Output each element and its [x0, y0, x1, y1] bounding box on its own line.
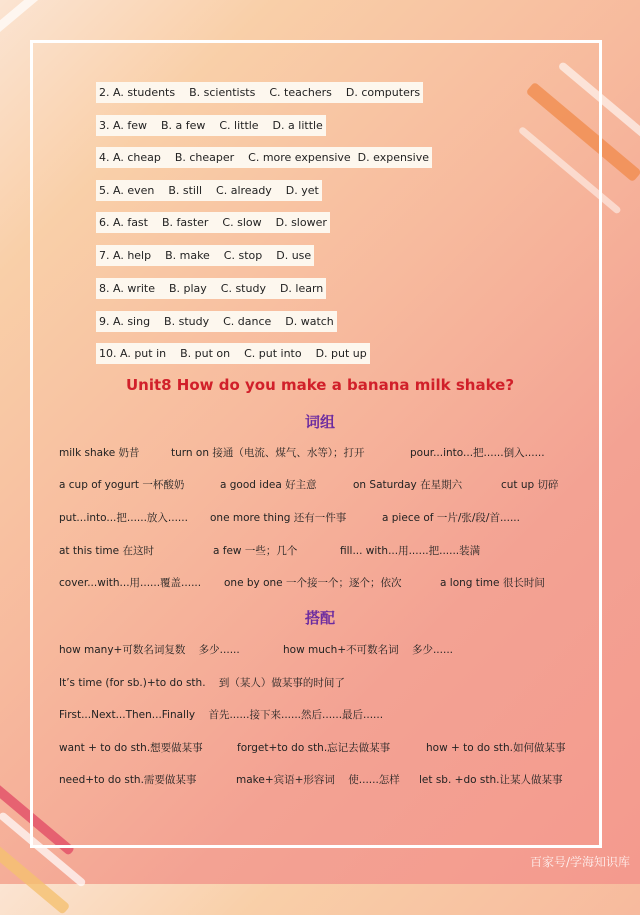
question-option-row: 7. A. help B. make C. stop D. use	[96, 245, 314, 266]
question-option-row: 5. A. even B. still C. already D. yet	[96, 180, 322, 201]
phrase: a long time 很长时间	[440, 577, 545, 589]
collocation: forget+to do sth.忘记去做某事	[237, 742, 391, 754]
collocation: It’s time (for sb.)+to do sth. 到（某人）做某事的时间了	[59, 677, 345, 689]
phrase: at this time 在这时	[59, 545, 154, 557]
phrase: turn on 接通（电流、煤气、水等）；打开	[171, 447, 365, 459]
collocation: how + to do sth.如何做某事	[426, 742, 566, 754]
phrase: a good idea 好主意	[220, 479, 317, 491]
phrase: cover...with...用......覆盖......	[59, 577, 202, 589]
section-heading-phrases: 词组	[304, 413, 335, 431]
question-option-row: 9. A. sing B. study C. dance D. watch	[96, 311, 337, 332]
phrase: one more thing 还有一件事	[210, 512, 347, 524]
phrase: a piece of 一片/张/段/首......	[382, 512, 520, 524]
question-option-row: 6. A. fast B. faster C. slow D. slower	[96, 212, 330, 233]
decor-stripe	[0, 0, 62, 38]
phrase: fill... with...用......把......装满	[340, 545, 481, 557]
collocation: First...Next...Then...Finally 首先......接下来......然后......最后......	[59, 709, 384, 721]
phrase: put...into...把......放入......	[59, 512, 188, 524]
question-option-row: 2. A. students B. scientists C. teachers D. computers	[96, 82, 423, 103]
section-heading-collocations: 搭配	[304, 609, 335, 627]
question-option-row: 3. A. few B. a few C. little D. a little	[96, 115, 326, 136]
watermark: 百家号/学海知识库	[529, 855, 630, 869]
collocation: make+宾语+形容词 使......怎样	[236, 774, 400, 786]
phrase: a few 一些；几个	[213, 545, 298, 557]
question-option-row: 10. A. put in B. put on C. put into D. put up	[96, 343, 370, 364]
question-option-row: 8. A. write B. play C. study D. learn	[96, 278, 326, 299]
collocation: need+to do sth.需要做某事	[59, 774, 197, 786]
phrase: milk shake 奶昔	[59, 447, 140, 459]
decor-stripe	[0, 841, 70, 914]
collocation: let sb. +do sth.让某人做某事	[419, 774, 563, 786]
unit-title: Unit8 How do you make a banana milk shake?	[125, 376, 515, 394]
phrase: pour...into...把......倒入......	[410, 447, 545, 459]
phrase: a cup of yogurt 一杯酸奶	[59, 479, 185, 491]
phrase: on Saturday 在星期六	[353, 479, 463, 491]
collocation: how much+不可数名词 多少......	[283, 644, 453, 656]
phrase: cut up 切碎	[501, 479, 559, 491]
phrase: one by one 一个接一个；逐个；依次	[224, 577, 402, 589]
question-option-row: 4. A. cheap B. cheaper C. more expensive D. expensive	[96, 147, 432, 168]
collocation: want + to do sth.想要做某事	[59, 742, 203, 754]
collocation: how many+可数名词复数 多少......	[59, 644, 240, 656]
